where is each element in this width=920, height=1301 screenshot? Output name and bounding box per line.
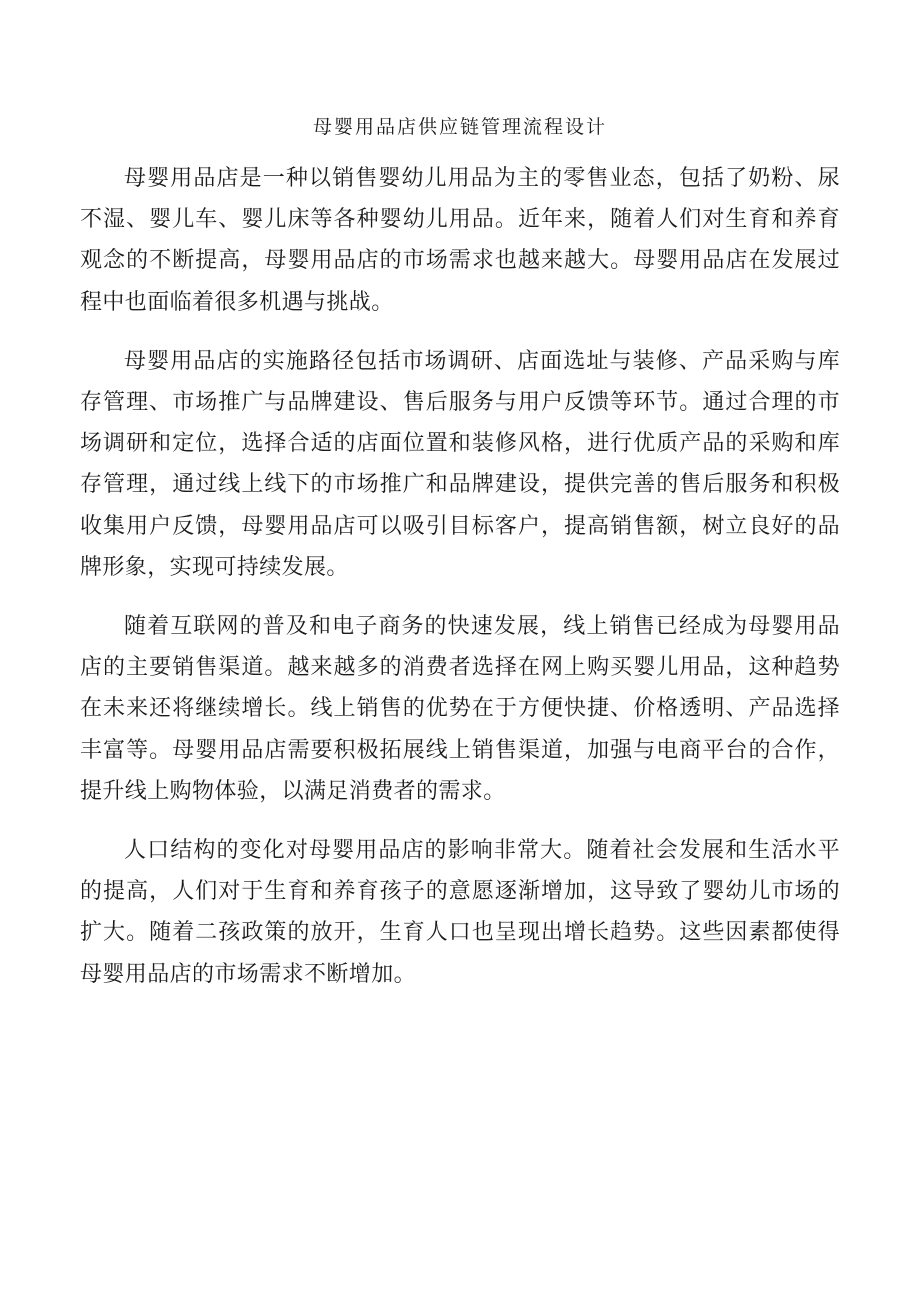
paragraph-2: 母婴用品店的实施路径包括市场调研、店面选址与装修、产品采购与库存管理、市场推广与品牌建设、售后服务与用户反馈等环节。通过合理的市场调研和定位，选择合适的店面位置和装修风格，进行优质产品的采购和库存管理，通过线上线下的市场推广和品牌建设，提供完善的售后服务和积极收集用户反馈，母婴用品店可以吸引目标客户，提高销售额，树立良好的品牌形象，实现可持续发展。 xyxy=(80,348,840,580)
paragraph-3: 随着互联网的普及和电子商务的快速发展，线上销售已经成为母婴用品店的主要销售渠道。越来越多的消费者选择在网上购买婴儿用品，这种趋势在未来还将继续增长。线上销售的优势在于方便快捷、价格透明、产品选择丰富等。母婴用品店需要积极拓展线上销售渠道，加强与电商平台的合作，提升线上购物体验，以满足消费者的需求。 xyxy=(80,614,840,804)
paragraph-1: 母婴用品店是一种以销售婴幼儿用品为主的零售业态，包括了奶粉、尿不湿、婴儿车、婴儿床等各种婴幼儿用品。近年来，随着人们对生育和养育观念的不断提高，母婴用品店的市场需求也越来越大。母婴用品店在发展过程中也面临着很多机遇与挑战。 xyxy=(80,166,840,315)
document-body xyxy=(80,158,840,1013)
document-title: 母婴用品店供应链管理流程设计 xyxy=(312,116,607,138)
paragraph-4: 人口结构的变化对母婴用品店的影响非常大。随着社会发展和生活水平的提高，人们对于生育和养育孩子的意愿逐渐增加，这导致了婴幼儿市场的扩大。随着二孩政策的放开，生育人口也呈现出增长趋势。这些因素都使得母婴用品店的市场需求不断增加。 xyxy=(80,838,840,987)
